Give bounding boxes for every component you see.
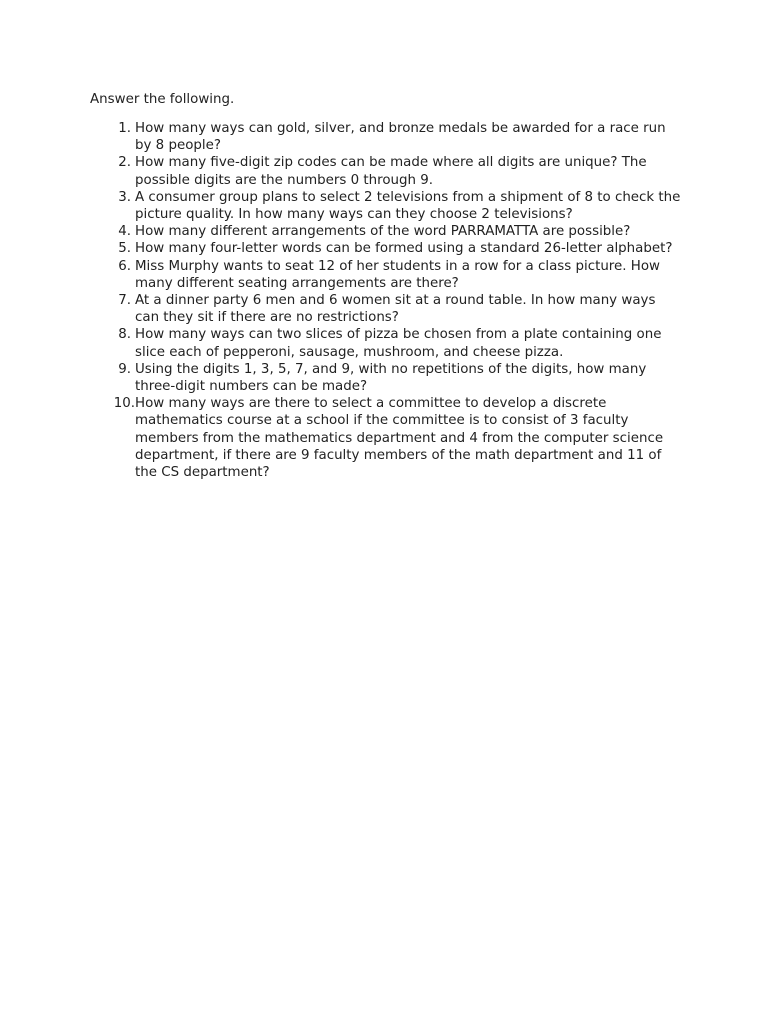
question-number: 4. [118,224,131,240]
question-item [90,395,690,481]
question-text: How many five-digit zip codes can be made where all digits are unique? The possible digits are the numbers 0 through 9. [135,155,647,188]
question-number: 6. [118,258,131,274]
question-text: How many ways are there to select a committee to develop a discrete mathematics course at a school if the committee is to consist of 3 faculty members from the mathematics department and 4 from the computer science department, if there are 9 faculty members of the math department and 11 of the CS department? [135,396,664,481]
question-number: 5. [118,241,131,257]
question-number: 9. [118,361,131,377]
question-text: Using the digits 1, 3, 5, 7, and 9, with no repetitions of the digits, how many three-digit numbers can be made? [135,361,647,395]
question-item [90,154,690,188]
question-item [90,223,690,240]
question-text: How many ways can gold, silver, and bronze medals be awarded for a race run by 8 people? [135,121,666,154]
instructions-heading: Answer the following. [90,92,235,107]
question-number: 7. [118,293,131,309]
question-item [90,326,690,360]
question-number: 3. [118,189,131,205]
question-item [90,361,690,395]
question-number: 10. [113,396,135,412]
question-number: 2. [118,155,131,171]
question-text: A consumer group plans to select 2 televisions from a shipment of 8 to check the picture quality. In how many ways can they choose 2 televisions? [135,189,681,223]
question-text: Miss Murphy wants to seat 12 of her students in a row for a class picture. How many different seating arrangements are there? [135,258,660,291]
question-list [90,120,690,481]
question-text: At a dinner party 6 men and 6 women sit at a round table. In how many ways can they sit if there are no restrictions? [135,293,656,326]
question-number: 1. [118,121,131,136]
question-text: How many ways can two slices of pizza be chosen from a plate containing one slice each of pepperoni, sausage, mushroom, and cheese pizza. [135,327,662,360]
question-text: How many different arrangements of the word PARRAMATTA are possible? [135,224,631,240]
question-item [90,240,690,257]
question-number: 8. [118,327,131,343]
question-text: How many four-letter words can be formed using a standard 26-letter alphabet? [135,241,673,257]
question-item [90,120,690,154]
question-item [90,292,690,326]
question-item [90,189,690,223]
question-item [90,258,690,292]
